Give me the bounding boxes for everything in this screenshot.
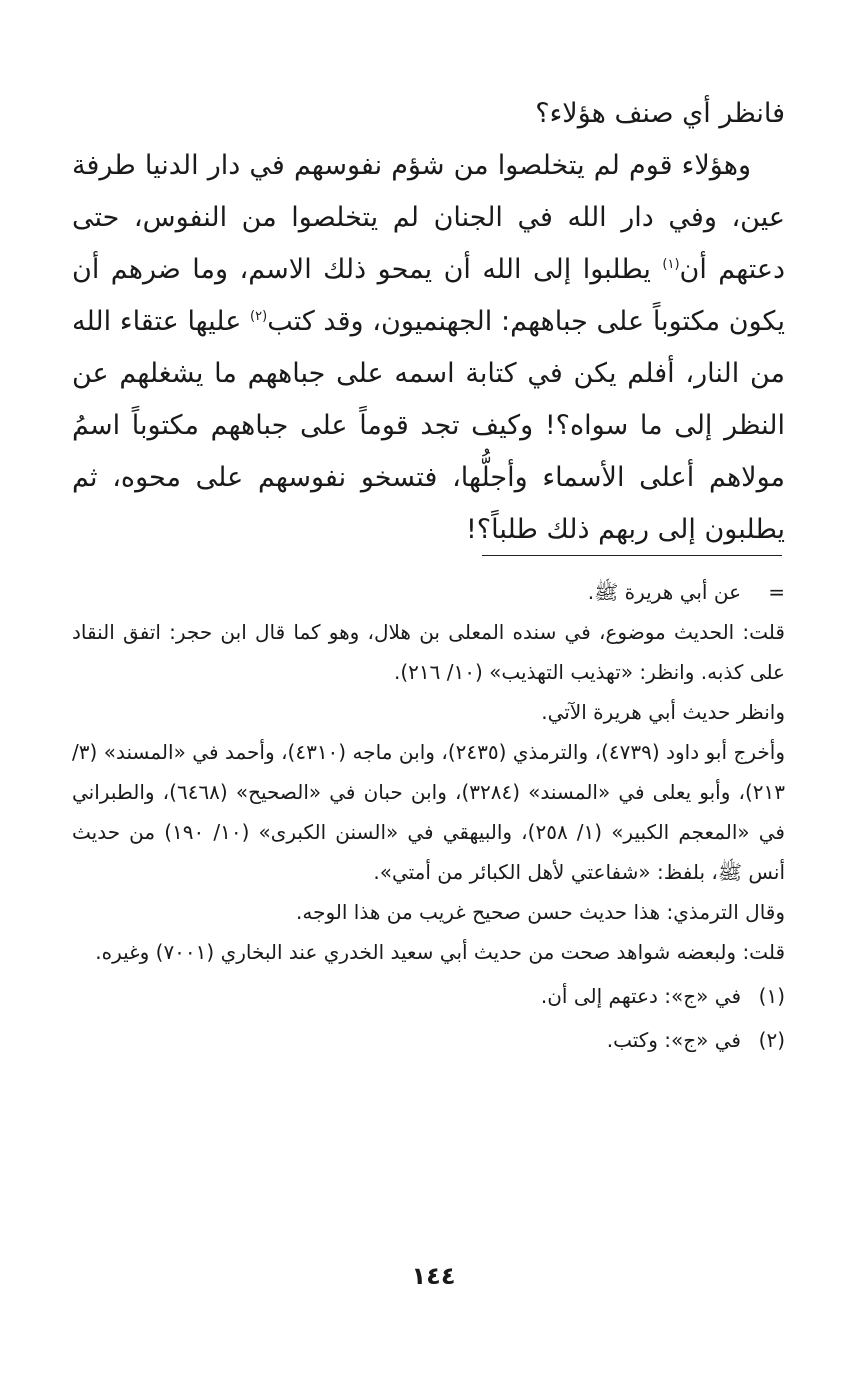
note-line-1: عن أبي هريرة ﷺ. [587, 580, 741, 604]
footnote-1-number: (١) [758, 984, 785, 1008]
page-number: ١٤٤ [411, 1262, 456, 1290]
footnote-2-text: في «ج»: وكتب. [606, 1028, 741, 1052]
main-paragraph-2 [72, 140, 785, 556]
main-paragraph-2-part-a: وهؤلاء قوم لم يتخلصوا من شؤم نفوسهم في دار الدنيا طرفة عين، وفي دار الله في الجنان لم يتخلصوا من النفوس، حتى دعتهم أن [72, 150, 786, 285]
footnote-divider [482, 555, 782, 556]
footnote-continuation [72, 572, 785, 612]
main-text [72, 88, 785, 556]
note-line-2: قلت: الحديث موضوع، في سنده المعلى بن هلال، وهو كما قال ابن حجر: اتفق النقاد على كذبه. وانظر: «تهذيب التهذيب» (١٠/ ٢١٦). [72, 620, 785, 684]
note-line-3: وانظر حديث أبي هريرة الآتي. [541, 700, 785, 724]
main-paragraph-1: فانظر أي صنف هؤلاء؟ [535, 98, 785, 129]
main-paragraph-2-part-b: يطلبوا إلى الله أن يمحو ذلك الاسم، وما ضرهم أن يكون مكتوباً على جباههم: الجهنميون، وقد كتب [72, 254, 785, 337]
note-line-6: قلت: ولبعضه شواهد صحت من حديث أبي سعيد الخدري عند البخاري (٧٠٠١) وغيره. [95, 940, 785, 964]
footnote-1-text: في «ج»: دعتهم إلى أن. [540, 984, 741, 1008]
note-line-5: وقال الترمذي: هذا حديث حسن صحيح غريب من هذا الوجه. [296, 900, 785, 924]
footnote-1 [72, 976, 785, 1016]
main-paragraph-2-part-c: عليها عتقاء الله من النار، أفلم يكن في كتابة اسمه على جباههم ما يشغلهم عن النظر إلى ما سواه؟! وكيف تجد قوماً على جباههم مكتوباً اسمُ مولاهم أعلى الأسماء وأجلُّها، فتسخو نفوسهم على محوه، ثم يطلبون إلى ربهم ذلك طلباً؟! [72, 306, 785, 545]
note-line-4: وأخرج أبو داود (٤٧٣٩)، والترمذي (٢٤٣٥)، وابن ماجه (٤٣١٠)، وأحمد في «المسند» (٣/ ٢١٣)، وأبو يعلى في «المسند» (٣٢٨٤)، وابن حبان في «الصحيح» (٦٤٦٨)، والطبراني في «المعجم الكبير» (١/ ٢٥٨)، والبيهقي في «السنن الكبرى» (١٠/ ١٩٠) من حديث أنس ﷺ، بلفظ: «شفاعتي لأهل الكبائر من أمتي». [72, 740, 785, 884]
continuation-mark: = [768, 580, 785, 604]
footnote-2-number: (٢) [758, 1028, 785, 1052]
footnote-ref-1: (١) [662, 257, 680, 272]
footnote-ref-2: (٢) [250, 309, 268, 324]
footnotes [72, 572, 785, 1060]
footnote-2 [72, 1020, 785, 1060]
